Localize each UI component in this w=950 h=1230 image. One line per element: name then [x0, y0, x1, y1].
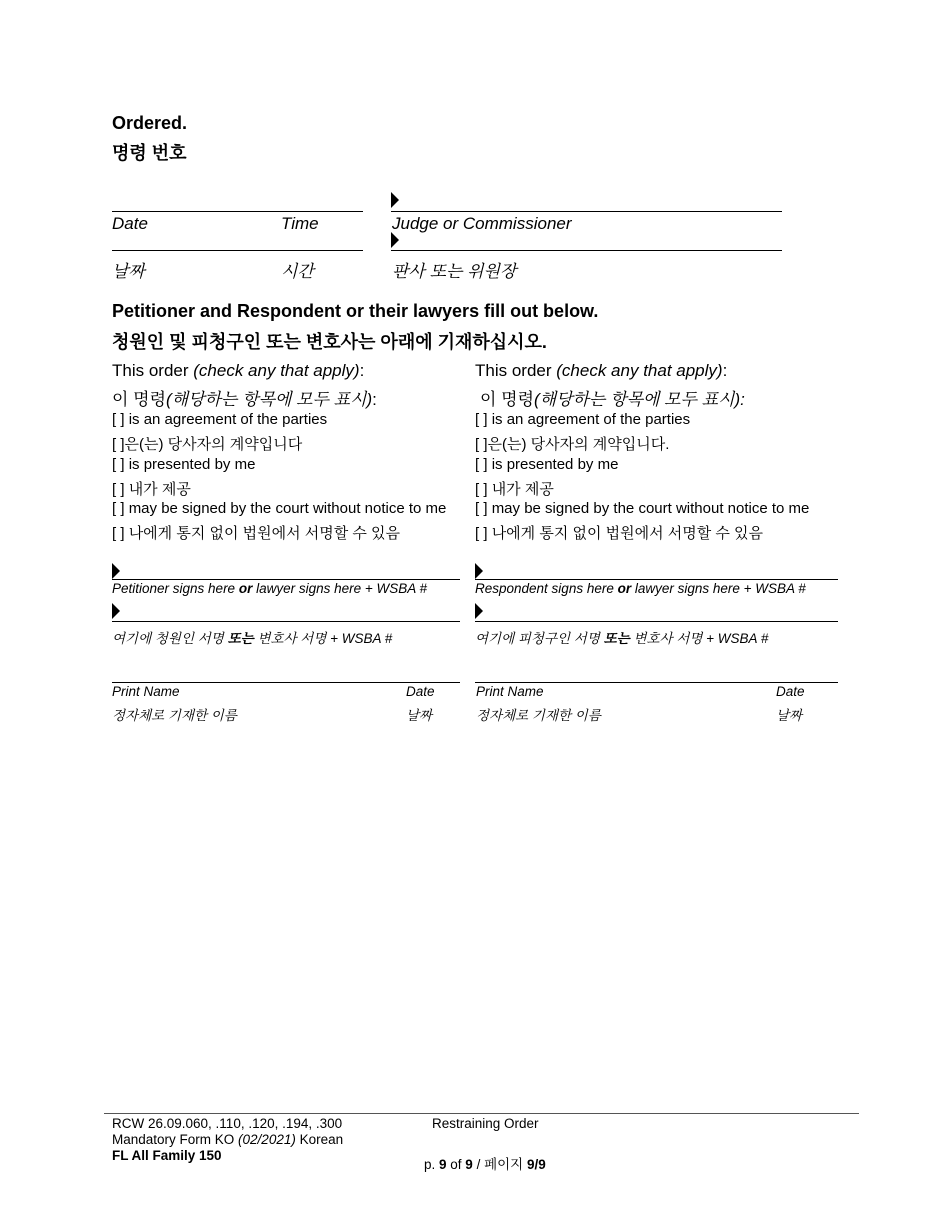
option-label: is an agreement of the parties: [128, 411, 328, 428]
this-order-text: This order: [112, 361, 189, 380]
colon: :: [372, 390, 377, 409]
sign-arrow-icon: [475, 603, 483, 619]
this-order-label-ko: [480, 385, 745, 410]
sign-arrow-icon: [391, 232, 399, 248]
option-agreement-ko: [112, 433, 302, 454]
this-order-text-ko: 이 명령: [112, 390, 166, 409]
checkbox[interactable]: [ ]: [475, 456, 488, 473]
date-label-ko: 날짜: [406, 708, 433, 723]
footer-divider: [104, 1113, 859, 1114]
this-order-label-ko: [112, 385, 377, 410]
petitioner-sign-label: [112, 581, 427, 596]
judge-label: Judge or Commissioner: [392, 214, 572, 233]
option-agreement: [475, 411, 690, 428]
footer-mandatory-form: [112, 1132, 343, 1147]
date-label-ko: 날짜: [112, 262, 145, 281]
respondent-print-name-line[interactable]: [475, 682, 838, 683]
footer-text: Mandatory Form KO: [112, 1132, 239, 1147]
ordered-title-ko: 명령 번호: [112, 143, 187, 163]
petitioner-print-name-line[interactable]: [112, 682, 460, 683]
respondent-sign-label-ko: [475, 627, 768, 647]
check-any-text: (check any that apply): [193, 361, 360, 380]
this-order-text-ko: 이 명령: [480, 390, 534, 409]
print-name-label: Print Name: [476, 684, 544, 699]
sign-text: 여기에 청원인 서명: [112, 631, 228, 646]
judge-signature-line-ko[interactable]: [391, 250, 782, 251]
footer-rcw: RCW 26.09.060, .110, .120, .194, .300: [112, 1116, 343, 1131]
sign-text: lawyer signs here + WSBA #: [631, 581, 806, 596]
sign-text: 변호사 서명 + WSBA #: [253, 631, 393, 646]
sign-arrow-icon: [391, 192, 399, 208]
footer-text: Korean: [295, 1132, 344, 1147]
checkbox[interactable]: [ ]: [475, 436, 488, 453]
sign-or: 또는: [227, 631, 254, 646]
option-no-notice: [112, 500, 446, 517]
option-label: 나에게 통지 없이 법원에서 서명할 수 있음: [491, 525, 764, 542]
footer-form-id: FL All Family 150: [112, 1148, 222, 1163]
colon: :: [740, 390, 745, 409]
checkbox[interactable]: [ ]: [112, 500, 125, 517]
respondent-signature-line[interactable]: [475, 579, 838, 580]
check-any-text-ko: (해당하는 항목에 모두 표시): [534, 390, 741, 409]
option-presented: [475, 456, 618, 473]
option-label: is an agreement of the parties: [491, 411, 691, 428]
page-total: 9: [465, 1157, 473, 1172]
sign-arrow-icon: [112, 603, 120, 619]
option-label: 은(는) 당사자의 계약입니다: [124, 436, 303, 453]
footer-text: p.: [424, 1157, 440, 1172]
sign-or: or: [238, 581, 253, 596]
checkbox[interactable]: [ ]: [112, 456, 125, 473]
fill-heading: Petitioner and Respondent or their lawyers fill out below.: [112, 301, 599, 321]
time-label-ko: 시간: [281, 262, 314, 281]
date-time-line[interactable]: [112, 211, 363, 212]
petitioner-signature-line[interactable]: [112, 579, 460, 580]
checkbox[interactable]: [ ]: [112, 411, 125, 428]
sign-text: lawyer signs here + WSBA #: [252, 581, 428, 596]
sign-or: or: [617, 581, 632, 596]
print-name-label-ko: 정자체로 기재한 이름: [476, 708, 601, 723]
respondent-sign-label: [475, 581, 806, 596]
check-any-text: (check any that apply): [556, 361, 723, 380]
checkbox[interactable]: [ ]: [112, 436, 125, 453]
respondent-signature-line-ko[interactable]: [475, 621, 838, 622]
option-agreement-ko: [475, 433, 669, 454]
sign-arrow-icon: [112, 563, 120, 579]
checkbox[interactable]: [ ]: [112, 525, 125, 542]
colon: :: [359, 361, 365, 380]
sign-text: Petitioner signs here: [112, 581, 239, 596]
this-order-label: [112, 361, 364, 381]
petitioner-signature-line-ko[interactable]: [112, 621, 460, 622]
checkbox[interactable]: [ ]: [475, 411, 488, 428]
date-label: Date: [776, 684, 805, 699]
page-ko: 9/9: [526, 1157, 546, 1172]
option-agreement: [112, 411, 327, 428]
time-label: Time: [281, 214, 319, 233]
option-presented: [112, 456, 255, 473]
checkbox[interactable]: [ ]: [112, 481, 125, 498]
print-name-label: Print Name: [112, 684, 180, 699]
option-no-notice-ko: [112, 522, 400, 543]
checkbox[interactable]: [ ]: [475, 481, 488, 498]
option-label: is presented by me: [491, 456, 619, 473]
this-order-label: [475, 361, 727, 381]
option-label: 내가 제공: [128, 481, 191, 498]
sign-arrow-icon: [475, 563, 483, 579]
option-presented-ko: [112, 478, 191, 499]
checkbox[interactable]: [ ]: [475, 500, 488, 517]
option-label: may be signed by the court without notice to me: [491, 500, 810, 517]
option-presented-ko: [475, 478, 554, 499]
footer-form-date: (02/2021): [238, 1132, 296, 1147]
check-any-text-ko: (해당하는 항목에 모두 표시): [166, 390, 373, 409]
checkbox[interactable]: [ ]: [475, 525, 488, 542]
option-label: may be signed by the court without notice to me: [128, 500, 447, 517]
option-label: 나에게 통지 없이 법원에서 서명할 수 있음: [128, 525, 401, 542]
footer-form-title: Restraining Order: [432, 1116, 539, 1131]
page-num: 9: [439, 1157, 447, 1172]
sign-or: 또는: [603, 631, 630, 646]
footer-text: / 페이지: [472, 1157, 527, 1172]
judge-signature-line[interactable]: [391, 211, 782, 212]
fill-heading-ko: 청원인 및 피청구인 또는 변호사는 아래에 기재하십시오.: [112, 332, 547, 352]
option-label: 내가 제공: [491, 481, 554, 498]
date-label: Date: [112, 214, 148, 233]
footer-text: of: [446, 1157, 466, 1172]
sign-text: 여기에 피청구인 서명: [475, 631, 604, 646]
date-label-ko: 날짜: [776, 708, 803, 723]
sign-text: 변호사 서명 + WSBA #: [629, 631, 769, 646]
option-label: 은(는) 당사자의 계약입니다.: [487, 436, 670, 453]
print-name-label-ko: 정자체로 기재한 이름: [112, 708, 237, 723]
colon: :: [722, 361, 728, 380]
date-label: Date: [406, 684, 435, 699]
ordered-title: Ordered.: [112, 113, 188, 133]
this-order-text: This order: [475, 361, 552, 380]
judge-label-ko: 판사 또는 위원장: [392, 262, 517, 281]
option-no-notice-ko: [475, 522, 763, 543]
option-no-notice: [475, 500, 809, 517]
petitioner-sign-label-ko: [112, 627, 392, 647]
date-time-line-ko[interactable]: [112, 250, 363, 251]
sign-text: Respondent signs here: [475, 581, 618, 596]
footer-page-number: [424, 1153, 546, 1173]
option-label: is presented by me: [128, 456, 256, 473]
